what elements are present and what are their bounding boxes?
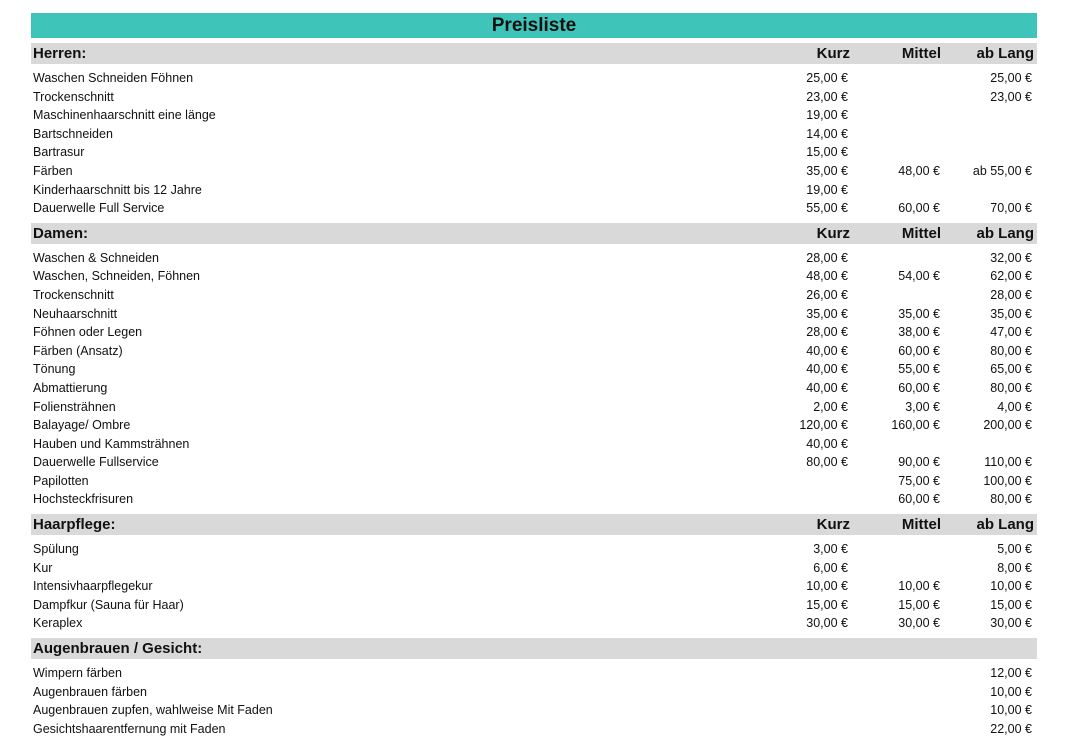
price-lang: 25,00 €: [990, 71, 1032, 85]
column-header-lang: ab Lang: [976, 516, 1034, 534]
price-row: [31, 701, 1037, 720]
price-lang: 100,00 €: [983, 473, 1032, 488]
section-title: Damen:: [33, 224, 89, 242]
price-kurz: 40,00 €: [806, 362, 848, 377]
column-header-mittel: Mittel: [901, 45, 941, 62]
price-row: [31, 305, 1037, 324]
price-mittel: 55,00 €: [898, 362, 940, 377]
price-rows: [31, 659, 1037, 738]
price-row: [31, 664, 1037, 683]
price-lang: 35,00 €: [990, 306, 1032, 321]
price-kurz: 14,00 €: [806, 126, 848, 141]
price-row: [31, 106, 1037, 125]
price-kurz: 35,00 €: [806, 306, 848, 321]
price-kurz: 26,00 €: [806, 287, 848, 302]
service-label: Augenbrauen zupfen, wahlweise Mit Faden: [33, 703, 273, 718]
price-row: [31, 143, 1037, 162]
price-lang: 15,00 €: [990, 597, 1032, 612]
service-label: Gesichtshaarentfernung mit Faden: [33, 721, 226, 736]
service-label: Maschinenhaarschnitt eine länge: [33, 108, 216, 123]
price-row: [31, 614, 1037, 633]
price-list-sheet: [31, 13, 1037, 738]
price-kurz: 35,00 €: [806, 163, 848, 178]
price-mittel: 60,00 €: [898, 201, 940, 216]
price-rows: [31, 535, 1037, 633]
service-label: Tönung: [33, 362, 76, 377]
price-kurz: 3,00 €: [813, 542, 848, 557]
price-row: [31, 199, 1037, 218]
price-row: [31, 577, 1037, 596]
price-kurz: 28,00 €: [806, 250, 848, 265]
service-label: Balayage/ Ombre: [33, 418, 131, 433]
service-label: Hochsteckfrisuren: [33, 492, 134, 507]
service-label: Hauben und Kammsträhnen: [33, 436, 190, 451]
price-lang: 80,00 €: [990, 492, 1032, 507]
service-label: Wimpern färben: [33, 666, 122, 681]
price-lang: 110,00 €: [984, 455, 1032, 470]
price-mittel: 60,00 €: [898, 380, 940, 395]
price-row: [31, 323, 1037, 342]
price-kurz: 48,00 €: [806, 269, 848, 284]
price-lang: 23,00 €: [990, 89, 1032, 104]
price-kurz: 6,00 €: [813, 560, 848, 575]
price-kurz: 19,00 €: [806, 182, 848, 197]
price-kurz: 19,00 €: [806, 108, 848, 123]
price-list-title: Preisliste: [31, 13, 1037, 38]
service-label: Foliensträhnen: [33, 399, 116, 414]
price-lang: 80,00 €: [990, 380, 1032, 395]
price-row: [31, 360, 1037, 379]
price-mittel: 90,00 €: [898, 455, 940, 470]
column-header-mittel: Mittel: [901, 516, 941, 534]
price-lang: 10,00 €: [990, 684, 1032, 699]
service-label: Kur: [33, 560, 53, 575]
price-kurz: 40,00 €: [806, 436, 848, 451]
price-row: [31, 267, 1037, 286]
service-label: Föhnen oder Legen: [33, 325, 143, 340]
service-label: Dauerwelle Fullservice: [33, 455, 159, 470]
price-lang: 10,00 €: [990, 579, 1032, 594]
price-row: [31, 472, 1037, 491]
price-mittel: 30,00 €: [898, 616, 940, 631]
service-label: Trockenschnitt: [33, 89, 114, 104]
price-kurz: 15,00 €: [806, 597, 848, 612]
section-title: Herren:: [33, 45, 87, 62]
service-label: Abmattierung: [33, 380, 108, 395]
price-mittel: 54,00 €: [898, 269, 940, 284]
price-lang: 4,00 €: [997, 399, 1032, 414]
price-mittel: 75,00 €: [898, 473, 940, 488]
price-mittel: 35,00 €: [898, 306, 940, 321]
price-sections: [31, 43, 1037, 738]
price-lang: ab 55,00 €: [972, 163, 1032, 178]
price-row: [31, 683, 1037, 702]
service-label: Färben: [33, 163, 73, 178]
price-kurz: 120,00 €: [799, 418, 848, 433]
price-row: [31, 720, 1037, 739]
price-mittel: 60,00 €: [898, 343, 940, 358]
service-label: Bartrasur: [33, 145, 85, 160]
service-label: Waschen & Schneiden: [33, 250, 160, 265]
price-row: [31, 540, 1037, 559]
section-title: Augenbrauen / Gesicht:: [33, 640, 203, 658]
price-mittel: 48,00 €: [898, 163, 940, 178]
price-mittel: 10,00 €: [898, 579, 940, 594]
price-kurz: 15,00 €: [806, 145, 848, 160]
price-kurz: 30,00 €: [806, 616, 848, 631]
price-mittel: 3,00 €: [905, 399, 940, 414]
service-label: Waschen, Schneiden, Föhnen: [33, 269, 201, 284]
price-kurz: 2,00 €: [813, 399, 848, 414]
section-header: [31, 638, 1037, 659]
price-mittel: 160,00 €: [891, 418, 940, 433]
service-label: Spülung: [33, 542, 79, 557]
price-row: [31, 490, 1037, 509]
section-header: [31, 223, 1037, 244]
price-lang: 80,00 €: [990, 343, 1032, 358]
price-row: [31, 88, 1037, 107]
column-header-lang: ab Lang: [976, 224, 1034, 242]
price-kurz: 40,00 €: [806, 343, 848, 358]
section-title: Haarpflege:: [33, 516, 116, 534]
price-row: [31, 286, 1037, 305]
service-label: Kinderhaarschnitt bis 12 Jahre: [33, 182, 202, 197]
price-lang: 8,00 €: [997, 560, 1032, 575]
price-row: [31, 69, 1037, 88]
price-mittel: 15,00 €: [898, 597, 940, 612]
price-row: [31, 379, 1037, 398]
price-lang: 32,00 €: [990, 250, 1032, 265]
price-row: [31, 125, 1037, 144]
column-header-mittel: Mittel: [901, 224, 941, 242]
price-lang: 22,00 €: [990, 721, 1032, 736]
price-lang: 30,00 €: [990, 616, 1032, 631]
column-header-kurz: Kurz: [816, 224, 850, 242]
price-kurz: 40,00 €: [806, 380, 848, 395]
price-row: [31, 416, 1037, 435]
price-kurz: 25,00 €: [806, 71, 848, 85]
service-label: Papilotten: [33, 473, 89, 488]
price-lang: 62,00 €: [990, 269, 1032, 284]
price-row: [31, 453, 1037, 472]
price-kurz: 80,00 €: [806, 455, 848, 470]
price-row: [31, 559, 1037, 578]
price-row: [31, 162, 1037, 181]
service-label: Dampfkur (Sauna für Haar): [33, 597, 184, 612]
price-kurz: 28,00 €: [806, 325, 848, 340]
section-header: [31, 43, 1037, 64]
price-row: [31, 249, 1037, 268]
price-lang: 65,00 €: [990, 362, 1032, 377]
service-label: Augenbrauen färben: [33, 684, 147, 699]
price-lang: 70,00 €: [990, 201, 1032, 216]
price-row: [31, 398, 1037, 417]
service-label: Bartschneiden: [33, 126, 113, 141]
price-lang: 28,00 €: [990, 287, 1032, 302]
price-rows: [31, 64, 1037, 218]
price-lang: 200,00 €: [983, 418, 1032, 433]
price-lang: 5,00 €: [997, 542, 1032, 557]
service-label: Intensivhaarpflegekur: [33, 579, 153, 594]
price-kurz: 10,00 €: [806, 579, 848, 594]
price-lang: 12,00 €: [990, 666, 1032, 681]
price-kurz: 23,00 €: [806, 89, 848, 104]
service-label: Waschen Schneiden Föhnen: [33, 71, 194, 85]
service-label: Färben (Ansatz): [33, 343, 123, 358]
price-row: [31, 181, 1037, 200]
price-kurz: 55,00 €: [806, 201, 848, 216]
column-header-kurz: Kurz: [816, 45, 850, 62]
price-mittel: 38,00 €: [898, 325, 940, 340]
column-header-kurz: Kurz: [816, 516, 850, 534]
price-row: [31, 435, 1037, 454]
price-lang: 47,00 €: [990, 325, 1032, 340]
section-header: [31, 514, 1037, 535]
price-row: [31, 596, 1037, 615]
price-lang: 10,00 €: [990, 703, 1032, 718]
price-mittel: 60,00 €: [898, 492, 940, 507]
service-label: Neuhaarschnitt: [33, 306, 118, 321]
service-label: Keraplex: [33, 616, 83, 631]
service-label: Trockenschnitt: [33, 287, 114, 302]
service-label: Dauerwelle Full Service: [33, 201, 165, 216]
price-rows: [31, 244, 1037, 509]
price-row: [31, 342, 1037, 361]
column-header-lang: ab Lang: [976, 45, 1034, 62]
